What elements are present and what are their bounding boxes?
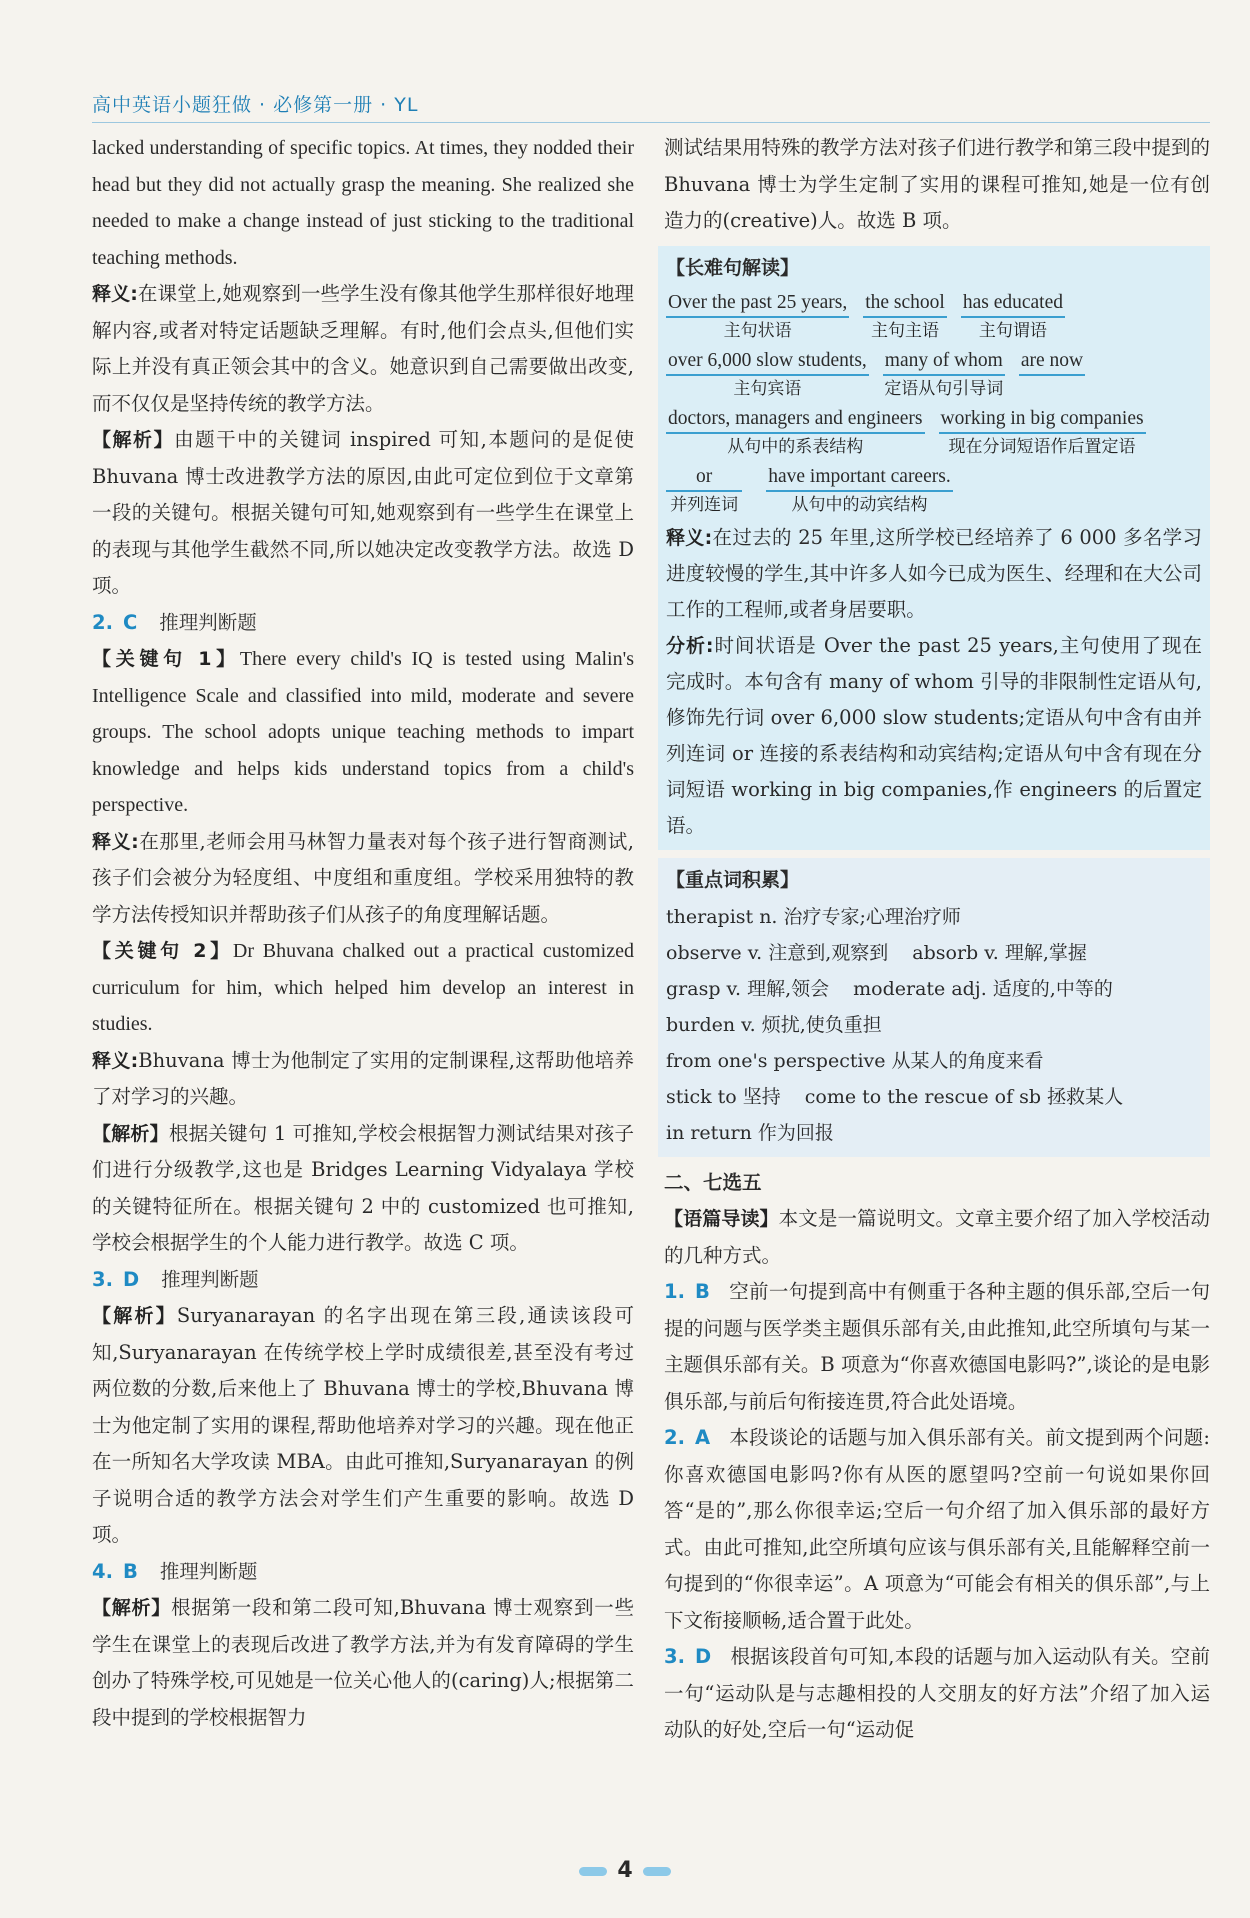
header-divider xyxy=(92,122,1210,123)
segment-text: or xyxy=(666,464,742,492)
segment-annotation: 主句状语 xyxy=(723,321,792,341)
question-answer: D xyxy=(122,1267,140,1291)
segment-text: over 6,000 slow students, xyxy=(666,348,869,376)
sentence-line-2 xyxy=(666,348,1202,402)
page-header: 高中英语小题狂做 · 必修第一册 · YL xyxy=(92,94,419,116)
sentence-line-4 xyxy=(666,464,1202,518)
question-answer: B xyxy=(694,1280,710,1303)
section-title: 二、七选五 xyxy=(664,1170,762,1194)
sentence-line-3 xyxy=(666,406,1202,460)
sentence-segment xyxy=(666,348,869,402)
segment-annotation: 定语从句引导词 xyxy=(884,379,1004,399)
segment-annotation xyxy=(1049,376,1054,402)
passage-text: lacked understanding of specific topics. At times, they nodded their head but they did not actually grasp the meaning. She realized she needed to make a change instead of just sticking to the traditional teaching methods. xyxy=(92,137,634,269)
answer-2 xyxy=(664,1420,1210,1639)
segment-annotation: 主句谓语 xyxy=(978,321,1047,341)
question-number: 2. xyxy=(92,610,113,634)
question-number: 3. xyxy=(92,1267,113,1291)
analysis-paragraph xyxy=(92,422,634,605)
translation-text: 在课堂上,她观察到一些学生没有像其他学生那样很好地理解内容,或者对特定话题缺乏理解。有时,他们会点头,但他们实际上并没有真正领会其中的含义。她意识到自己需要做出改变,而不仅仅是坚持传统的教学方法。 xyxy=(92,282,634,415)
sentence-translation xyxy=(666,520,1202,628)
translation-text: 在那里,老师会用马林智力量表对每个孩子进行智商测试,孩子们会被分为轻度组、中度组和重度组。学校采用独特的教学方法传授知识并帮助孩子们从孩子的角度理解话题。 xyxy=(92,829,634,926)
key-sentence-2-translation xyxy=(92,1043,634,1116)
left-column xyxy=(92,130,634,1736)
analysis-continued: 测试结果用特殊的教学方法对孩子们进行教学和第三段中提到的 Bhuvana 博士为学生定制了实用的课程可推知,她是一位有创造力的(creative)人。故选 B 项。 xyxy=(664,136,1211,232)
question-answer: D xyxy=(694,1645,712,1668)
answer-explanation: 本段谈论的话题与加入俱乐部有关。前文提到两个问题:你喜欢德国电影吗?你有从医的愿望吗?空前一句说如果你回答“是的”,那么你很幸运;空后一句介绍了加入俱乐部的最好方式。由此可推知,此空所填句应该与俱乐部有关,且能解释空前一句提到的“你很幸运”。A 项意为“可能会有相关的俱乐部”,与上下文衔接顺畅,适合置于此处。 xyxy=(664,1426,1210,1632)
vocab-item: therapist n. 治疗专家;心理治疗师 xyxy=(666,905,961,928)
sentence-segment xyxy=(883,348,1005,402)
vocabulary-title: 【重点词积累】 xyxy=(666,869,800,891)
vocab-row xyxy=(666,899,1202,935)
key-sentence-text: There every child's IQ is tested using Malin's Intelligence Scale and classified into mild, moderate and severe groups. The school adopts unique teaching methods to impart knowledge and helps kids understand topics from a child's perspective. xyxy=(92,648,634,816)
question-number: 1. xyxy=(664,1280,685,1303)
translation-label: 释义: xyxy=(92,830,139,853)
analysis-paragraph xyxy=(92,1590,634,1736)
segment-text: has educated xyxy=(961,290,1065,318)
answer-1 xyxy=(664,1274,1210,1420)
key-sentence-1 xyxy=(92,641,634,824)
question-number: 2. xyxy=(664,1426,685,1449)
analysis-label: 【解析】 xyxy=(92,1305,177,1327)
long-sentence-title: 【长难句解读】 xyxy=(666,256,800,279)
analysis-text: 由题干中的关键词 inspired 可知,本题问的是促使 Bhuvana 博士改进教学方法的原因,由此可定位到位于文章第一段的关键句。根据关键句可知,她观察到有一些学生在课堂上的表现与其他学生截然不同,所以她决定改变教学方法。故选 D 项。 xyxy=(92,428,634,597)
vocab-item: from one's perspective 从某人的角度来看 xyxy=(666,1049,1044,1072)
sentence-segment xyxy=(766,464,952,518)
segment-text: Over the past 25 years, xyxy=(666,290,849,318)
analysis-label: 【解析】 xyxy=(92,429,175,451)
segment-annotation: 并列连词 xyxy=(670,495,739,515)
translation-label: 释义: xyxy=(666,527,713,549)
question-answer: A xyxy=(694,1426,711,1449)
vocab-item: grasp v. 理解,领会 xyxy=(666,977,830,1000)
analysis-text: 根据第一段和第二段可知,Bhuvana 博士观察到一些学生在课堂上的表现后改进了教学方法,并为有发育障碍的学生创办了特殊学校,可见她是一位关心他人的(caring)人;根据第二段中提到的学校根据智力 xyxy=(92,1596,634,1729)
vocab-item: in return 作为回报 xyxy=(666,1121,834,1144)
translation-label: 释义: xyxy=(92,1049,139,1072)
vocab-row xyxy=(666,1043,1202,1079)
analysis-label: 【解析】 xyxy=(92,1597,171,1619)
translation-label: 释义: xyxy=(92,283,138,305)
question-type: 推理判断题 xyxy=(159,610,257,634)
question-type: 推理判断题 xyxy=(161,1267,259,1291)
segment-text: have important careers. xyxy=(766,464,952,492)
translation-text: 在过去的 25 年里,这所学校已经培养了 6 000 多名学习进度较慢的学生,其中许多人如今已成为医生、经理和在大公司工作的工程师,或者身居要职。 xyxy=(666,526,1202,621)
vocabulary-box xyxy=(658,858,1210,1157)
vocab-item: observe v. 注意到,观察到 xyxy=(666,941,889,964)
guide-text: 本文是一篇说明文。文章主要介绍了加入学校活动的几种方式。 xyxy=(664,1207,1210,1267)
vocab-row xyxy=(666,1079,1202,1115)
question-type: 推理判断题 xyxy=(159,1559,258,1583)
answer-explanation: 空前一句提到高中有侧重于各种主题的俱乐部,空后一句提的问题与医学类主题俱乐部有关,由此推知,此空所填句与某一主题俱乐部有关。B 项意为“你喜欢德国电影吗?”,谈论的是电影俱乐部,与前后句衔接连贯,符合此处语境。 xyxy=(664,1280,1210,1413)
question-number: 3. xyxy=(664,1645,685,1668)
key-sentence-2 xyxy=(92,933,634,1043)
analysis-text: 根据关键句 1 可推知,学校会根据智力测试结果对孩子们进行分级教学,这也是 Bridges Learning Vidyalaya 学校的关键特征所在。根据关键句 2 中的 customized 也可推知,学校会根据学生的个人能力进行教学。故选 C 项。 xyxy=(92,1121,634,1254)
question-heading-2 xyxy=(92,605,634,642)
question-heading-4 xyxy=(92,1554,634,1591)
segment-text: working in big companies xyxy=(939,406,1146,434)
key-sentence-label: 【关键句 2】 xyxy=(92,940,233,962)
question-heading-3 xyxy=(92,1262,634,1299)
segment-annotation: 从句中的动宾结构 xyxy=(791,495,928,515)
sentence-segment xyxy=(863,290,947,344)
segment-annotation: 主句主语 xyxy=(871,321,940,341)
segment-annotation: 从句中的系表结构 xyxy=(727,437,864,457)
answer-3 xyxy=(664,1639,1210,1749)
sentence-segment xyxy=(961,290,1065,344)
vocab-item: come to the rescue of sb 拯救某人 xyxy=(804,1085,1124,1108)
page-number: 4 xyxy=(560,1858,690,1883)
sentence-line-1 xyxy=(666,290,1202,344)
analysis-paragraph xyxy=(92,1116,634,1262)
analysis-label: 【解析】 xyxy=(92,1122,169,1145)
vocab-row xyxy=(666,935,1202,971)
right-column xyxy=(664,130,1210,1749)
segment-text: the school xyxy=(863,290,947,318)
sentence-segment xyxy=(1019,348,1085,402)
segment-text: doctors, managers and engineers xyxy=(666,406,925,434)
sentence-segment xyxy=(666,406,925,460)
analysis-label: 分析: xyxy=(666,635,714,657)
segment-text: are now xyxy=(1019,348,1085,376)
vocab-item: moderate adj. 适度的,中等的 xyxy=(853,977,1113,1000)
key-sentence-1-translation xyxy=(92,824,634,934)
analysis-text: Suryanarayan 的名字出现在第三段,通读该段可知,Suryanarayan 在传统学校上学时成绩很差,甚至没有考过两位数的分数,后来他上了 Bhuvana 博士的学校,Bhuvana 博士为他定制了实用的课程,帮助他培养对学习的兴趣。现在他正在一所知名大学攻读 MBA。由此可推知,Suryanarayan 的例子说明合适的教学方法会对学生们产生重要的影响。故选 D 项。 xyxy=(92,1304,634,1546)
long-sentence-box xyxy=(658,246,1210,851)
translation-paragraph xyxy=(92,276,634,422)
vocab-row xyxy=(666,1007,1202,1043)
vocab-item: absorb v. 理解,掌握 xyxy=(912,941,1087,964)
segment-text: many of whom xyxy=(883,348,1005,376)
question-number: 4. xyxy=(92,1559,113,1583)
sentence-segment xyxy=(666,290,849,344)
answer-explanation: 根据该段首句可知,本段的话题与加入运动队有关。空前一句“运动队是与志趣相投的人交朋友的好方法”介绍了加入运动队的好处,空后一句“运动促 xyxy=(664,1645,1210,1741)
question-answer: B xyxy=(122,1559,138,1583)
sentence-segment xyxy=(666,464,742,518)
analysis-paragraph xyxy=(92,1298,634,1554)
key-sentence-text: Dr Bhuvana chalked out a practical customized curriculum for him, which helped him develop an interest in studies. xyxy=(92,940,634,1035)
passage-guide xyxy=(664,1201,1210,1274)
analysis-text: 时间状语是 Over the past 25 years,主句使用了现在完成时。本句含有 many of whom 引导的非限制性定语从句,修饰先行词 over 6,000 slow students;定语从句中含有由并列连词 or 连接的系表结构和动宾结构;定语从句中含有现在分词短语 working in big companies,作 engineers 的后置定语。 xyxy=(666,634,1202,837)
question-answer: C xyxy=(122,610,138,634)
vocab-item: stick to 坚持 xyxy=(666,1085,781,1108)
vocab-row xyxy=(666,971,1202,1007)
translation-text: Bhuvana 博士为他制定了实用的定制课程,这帮助他培养了对学习的兴趣。 xyxy=(92,1048,635,1108)
sentence-analysis xyxy=(666,628,1202,844)
key-sentence-label: 【关键句 1】 xyxy=(92,648,240,670)
sentence-segment xyxy=(939,406,1146,460)
vocab-item: burden v. 烦扰,使负重担 xyxy=(666,1013,882,1036)
vocab-row xyxy=(666,1115,1202,1151)
segment-annotation: 主句宾语 xyxy=(733,379,802,399)
segment-annotation: 现在分词短语作后置定语 xyxy=(948,437,1136,457)
guide-label: 【语篇导读】 xyxy=(664,1208,779,1230)
